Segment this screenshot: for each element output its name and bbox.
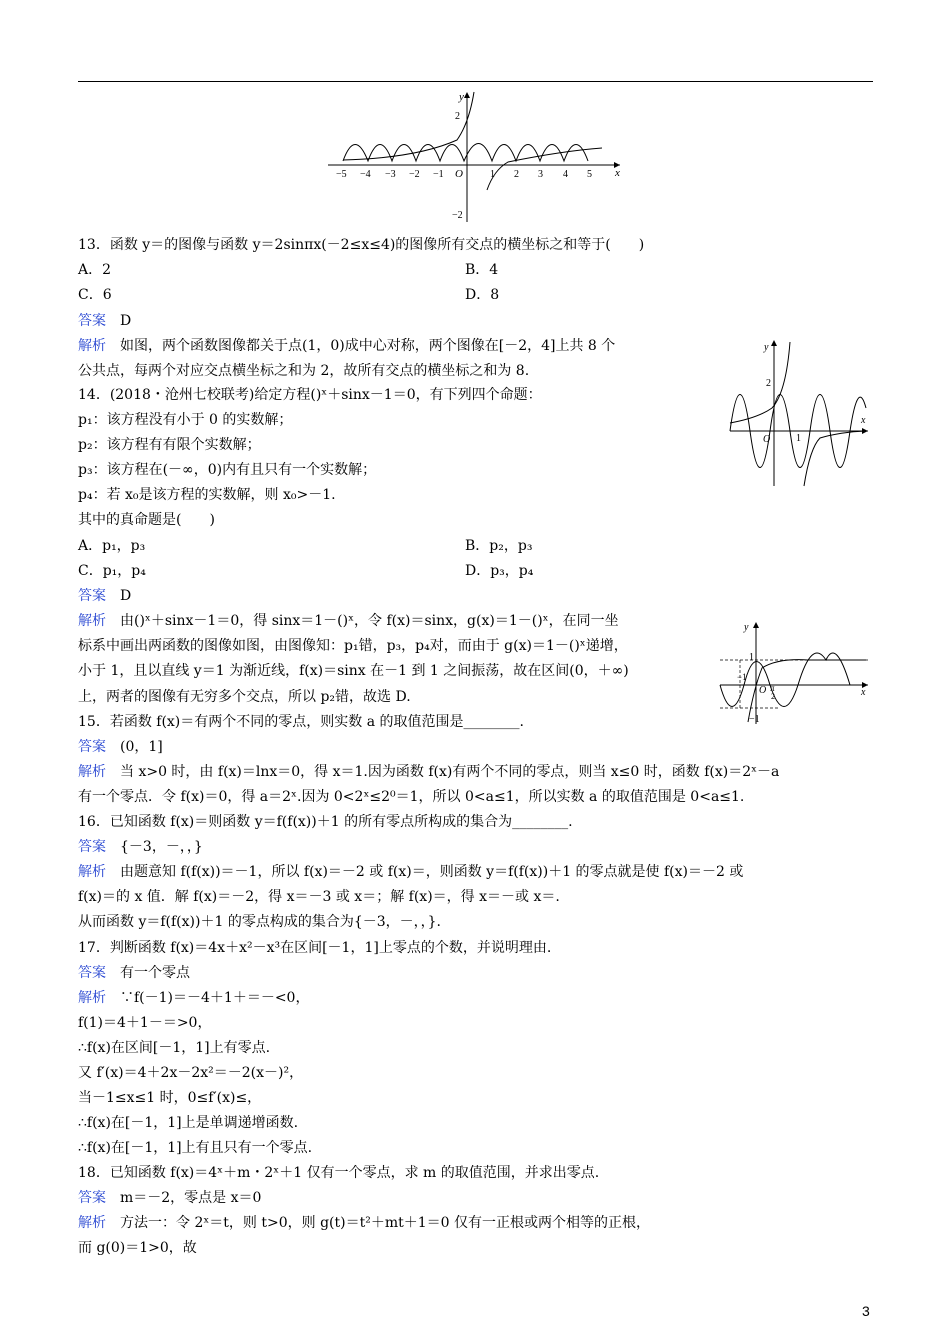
q17-analysis-line: 又 f′(x)＝4＋2x－2x²＝－2(x－)²， — [78, 1065, 304, 1081]
q18-stem: 18．已知函数 f(x)＝4ˣ＋m・2ˣ＋1 仅有一个零点，求 m 的取值范围，并求出零点. — [78, 1165, 600, 1181]
fig1-x-tick: 4 — [563, 169, 568, 180]
fig2-origin: O — [763, 434, 771, 445]
q15-answer — [78, 738, 163, 756]
fig1-y-tick-neg2: −2 — [452, 210, 463, 221]
q15-analysis — [78, 763, 779, 781]
q14-answer — [78, 587, 131, 605]
answer-label: 答案 — [78, 313, 106, 329]
fig1-x-tick: −2 — [409, 169, 420, 180]
answer-label: 答案 — [78, 839, 106, 855]
analysis-text: 当 x>0 时，由 f(x)＝lnx＝0，得 x＝1.因为函数 f(x)有两个不同的零点，则当 x≤0 时，函数 f(x)＝2ˣ－a — [106, 764, 780, 780]
fig3-origin: O — [759, 685, 767, 696]
page-number: 3 — [862, 1303, 870, 1319]
fig1-sine-curve — [343, 144, 588, 162]
fig3-tick-bottom: −1 — [749, 714, 760, 725]
figure-sin-vs-reciprocal — [322, 88, 627, 226]
q14-p4: p₄：若 x₀是该方程的实数解，则 x₀>－1. — [78, 487, 336, 503]
q17-stem: 17．判断函数 f(x)＝4x＋x²－x³在区间[－1，1]上零点的个数，并说明理由. — [78, 940, 552, 956]
q18-analysis — [78, 1214, 650, 1232]
fig3-tick-left: −1 — [737, 672, 747, 682]
answer-text: 有一个零点 — [106, 965, 190, 981]
analysis-text: ∵f(－1)＝－4＋1＋＝－<0， — [106, 990, 310, 1006]
answer-label: 答案 — [78, 739, 106, 755]
fig1-x-tick: 5 — [587, 169, 592, 180]
fig1-x-tick: 2 — [514, 169, 519, 180]
answer-label: 答案 — [78, 588, 106, 604]
fig1-x-label: x — [615, 167, 620, 179]
q16-analysis-line: f(x)＝的 x 值．解 f(x)＝－2，得 x＝－3 或 x＝；解 f(x)＝，得 x＝－或 x＝. — [78, 889, 560, 905]
fig1-origin: O — [455, 168, 463, 180]
q14-analysis-line: 标系中画出两函数的图像如图，由图像知：p₁错，p₃，p₄对，而由于 g(x)＝1－()ˣ递增， — [78, 638, 628, 654]
answer-text: D — [106, 588, 132, 604]
analysis-label: 解析 — [78, 764, 106, 780]
analysis-text: 方法一：令 2ˣ＝t，则 t>0，则 g(t)＝t²＋mt＋1＝0 仅有一正根或两个相等的正根， — [106, 1215, 650, 1231]
answer-text: {－3，－，，} — [106, 839, 203, 855]
q16-analysis-line: 从而函数 y＝f(f(x))＋1 的零点构成的集合为{－3，－，，}. — [78, 914, 441, 930]
answer-label: 答案 — [78, 1190, 106, 1206]
q13-analysis — [78, 337, 615, 355]
fig2-tick-x: 1 — [796, 433, 801, 444]
q13-stem: 13．函数 y＝的图像与函数 y＝2sinπx(－2≤x≤4)的图像所有交点的横坐标之和等于( ) — [78, 237, 645, 253]
q13-option-a: A．2 — [78, 262, 112, 278]
q17-analysis-line: f(1)＝4＋1－＝>0， — [78, 1015, 212, 1031]
q14-p3: p₃：该方程在(－∞，0)内有且只有一个实数解； — [78, 462, 377, 478]
analysis-label: 解析 — [78, 864, 106, 880]
q18-answer — [78, 1189, 261, 1207]
fig2-x-label: x — [861, 415, 866, 426]
analysis-label: 解析 — [78, 1215, 106, 1231]
q17-analysis-line: ∴f(x)在[－1，1]上是单调递增函数. — [78, 1115, 299, 1131]
analysis-label: 解析 — [78, 613, 106, 629]
fig3-tick-2: 2 — [771, 692, 775, 701]
analysis-text: 由()ˣ＋sinx－1＝0，得 sinx＝1－()ˣ，令 f(x)＝sinx，g(x)＝1－()ˣ，在同一坐 — [106, 613, 619, 629]
q17-analysis — [78, 989, 309, 1007]
figure-sin-vs-exponential — [728, 338, 870, 488]
q14-analysis — [78, 612, 619, 630]
analysis-label: 解析 — [78, 338, 106, 354]
answer-label: 答案 — [78, 965, 106, 981]
q17-analysis-line: ∴f(x)在[－1，1]上有且只有一个零点. — [78, 1140, 313, 1156]
answer-text: m＝－2，零点是 x＝0 — [106, 1190, 262, 1206]
fig1-x-tick: −1 — [433, 169, 444, 180]
fig1-x-tick: 3 — [538, 169, 543, 180]
q18-analysis-line: 而 g(0)＝1>0，故 — [78, 1240, 197, 1256]
q14-option-d: D．p₃，p₄ — [465, 563, 534, 579]
figure-sin-vs-g — [718, 618, 870, 726]
q14-p2: p₂：该方程有有限个实数解； — [78, 437, 261, 453]
q14-ask: 其中的真命题是( ) — [78, 512, 215, 528]
q14-option-c: C．p₁，p₄ — [78, 563, 146, 579]
q13-option-d: D．8 — [465, 287, 500, 303]
analysis-label: 解析 — [78, 990, 106, 1006]
fig1-x-tick: −5 — [336, 169, 347, 180]
fig3-tick-top: 1 — [749, 652, 754, 663]
q13-analysis-line: 公共点，每两个对应交点横坐标之和为 2，故所有交点的横坐标之和为 8. — [78, 363, 530, 379]
q16-stem: 16．已知函数 f(x)＝则函数 y＝f(f(x))＋1 的所有零点所构成的集合为________. — [78, 814, 573, 830]
q17-analysis-line: 当－1≤x≤1 时，0≤f′(x)≤， — [78, 1090, 262, 1106]
fig2-tick-y: 2 — [766, 378, 771, 389]
q13-option-b: B．4 — [465, 262, 499, 278]
fig3-y-label: y — [744, 622, 749, 633]
fig1-x-tick: −3 — [385, 169, 396, 180]
fig1-x-tick: −4 — [360, 169, 371, 180]
q17-analysis-line: ∴f(x)在区间[－1，1]上有零点. — [78, 1040, 271, 1056]
q14-option-b: B．p₂，p₃ — [465, 538, 533, 554]
q14-option-a: A．p₁，p₃ — [78, 538, 146, 554]
q14-stem: 14．(2018・沧州七校联考)给定方程()ˣ＋sinx－1＝0，有下列四个命题： — [78, 387, 542, 403]
answer-text: D — [106, 313, 132, 329]
fig1-x-tick: 1 — [490, 169, 495, 180]
q16-answer — [78, 838, 203, 856]
fig3-tick-pi: π — [770, 683, 775, 693]
fig1-y-tick-2: 2 — [455, 111, 460, 122]
fig3-x-label: x — [861, 687, 866, 698]
fig1-y-label: y — [459, 91, 464, 103]
q15-analysis-line: 有一个零点．令 f(x)＝0，得 a＝2ˣ.因为 0<2ˣ≤2⁰＝1，所以 0<a≤1，所以实数 a 的取值范围是 0<a≤1. — [78, 789, 745, 805]
q15-stem: 15．若函数 f(x)＝有两个不同的零点，则实数 a 的取值范围是________. — [78, 714, 524, 730]
fig2-y-label: y — [764, 342, 769, 353]
q14-analysis-line: 上，两者的图像有无穷多个交点，所以 p₂错，故选 D. — [78, 689, 411, 705]
q14-p1: p₁：该方程没有小于 0 的实数解； — [78, 412, 293, 428]
q14-analysis-line: 小于 1，且以直线 y＝1 为渐近线，f(x)＝sinx 在－1 到 1 之间振荡，故在区间(0，＋∞) — [78, 663, 629, 679]
fig2-exp-curve — [730, 342, 790, 423]
header-rule — [78, 81, 873, 82]
q13-answer — [78, 312, 131, 330]
analysis-text: 由题意知 f(f(x))＝－1，所以 f(x)＝－2 或 f(x)＝，则函数 y＝f(f(x))＋1 的零点就是使 f(x)＝－2 或 — [106, 864, 744, 880]
q17-answer — [78, 964, 190, 982]
analysis-text: 如图，两个函数图像都关于点(1，0)成中心对称，两个图像在[－2，4]上共 8 个 — [106, 338, 616, 354]
q13-option-c: C．6 — [78, 287, 112, 303]
answer-text: (0，1] — [106, 739, 163, 755]
q16-analysis — [78, 863, 743, 881]
